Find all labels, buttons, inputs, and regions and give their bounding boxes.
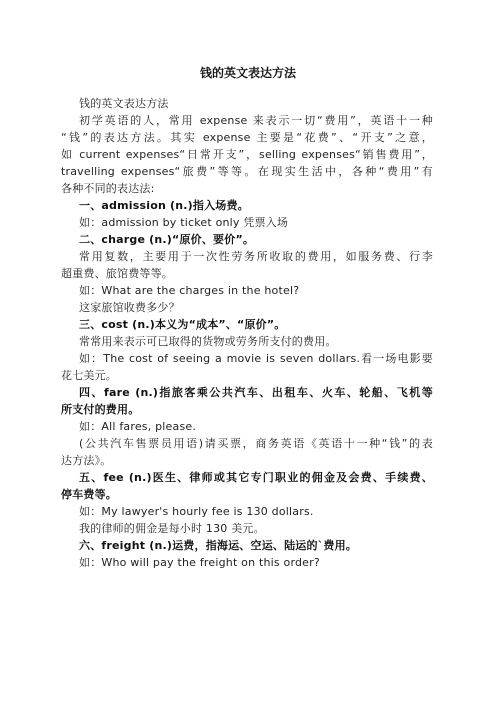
- example-line: 如：What are the charges in the hotel?: [79, 284, 300, 297]
- body-line: “钱”的表达方法。其实 expense 主要是“花费”、“开支”之意，: [61, 131, 433, 144]
- example-line: 如：All fares, please.: [79, 420, 197, 433]
- section-heading-cont: 停车费等。: [61, 488, 117, 501]
- body-line: 达方法》。: [61, 454, 112, 467]
- section-heading-cont: 所支付的费用。: [61, 403, 140, 416]
- body-line: 花七美元。: [61, 369, 117, 382]
- example-line: 如：The cost of seeing a movie is seven dollars.看一场电影要: [79, 352, 433, 365]
- section-heading: 五、fee (n.)医生、律师或其它专门职业的佣金及会费、手续费、: [79, 471, 433, 484]
- section-heading: 一、admission (n.)指入场费。: [79, 199, 249, 212]
- body-line: 如 current expenses“日常开支”，selling expenses“销售费用”，: [61, 148, 433, 161]
- body-line: travelling expenses“旅费”等等。在现实生活中，各种“费用”有: [61, 165, 433, 178]
- example-line: 如：admission by ticket only 凭票入场: [79, 216, 289, 229]
- body-line: 我的律师的佣金是每小时 130 美元。: [79, 522, 265, 535]
- body-line: 超重费、旅馆费等等。: [61, 267, 173, 280]
- body-line: 各种不同的表达法:: [61, 182, 155, 195]
- section-heading: 三、cost (n.)本义为“成本”、“原价”。: [79, 318, 286, 331]
- body-line: (公共汽车售票员用语)请买票，商务英语《英语十一种“钱”的表: [79, 437, 433, 450]
- body-line: 常用复数，主要用于一次性劳务所收取的费用，如服务费、行李: [79, 250, 433, 263]
- body-line: 这家旅馆收费多少？: [79, 301, 180, 314]
- body-line: 初学英语的人，常用 expense 来表示一切“费用”，英语十一种: [79, 114, 433, 127]
- page-title: 钱的英文表达方法: [199, 66, 296, 80]
- body-line: 常常用来表示可已取得的货物或劳务所支付的费用。: [79, 335, 337, 348]
- section-heading: 四、fare (n.)指旅客乘公共汽车、出租车、火车、轮船、飞机等: [79, 386, 433, 399]
- example-line: 如：Who will pay the freight on this order?: [79, 556, 320, 569]
- section-heading: 六、freight (n.)运费，指海运、空运、陆运的`费用。: [79, 539, 357, 552]
- subtitle-line: 钱的英文表达方法: [79, 97, 169, 110]
- example-line: 如：My lawyer's hourly fee is 130 dollars.: [79, 505, 314, 518]
- section-heading: 二、charge (n.)“原价、要价”。: [79, 233, 255, 246]
